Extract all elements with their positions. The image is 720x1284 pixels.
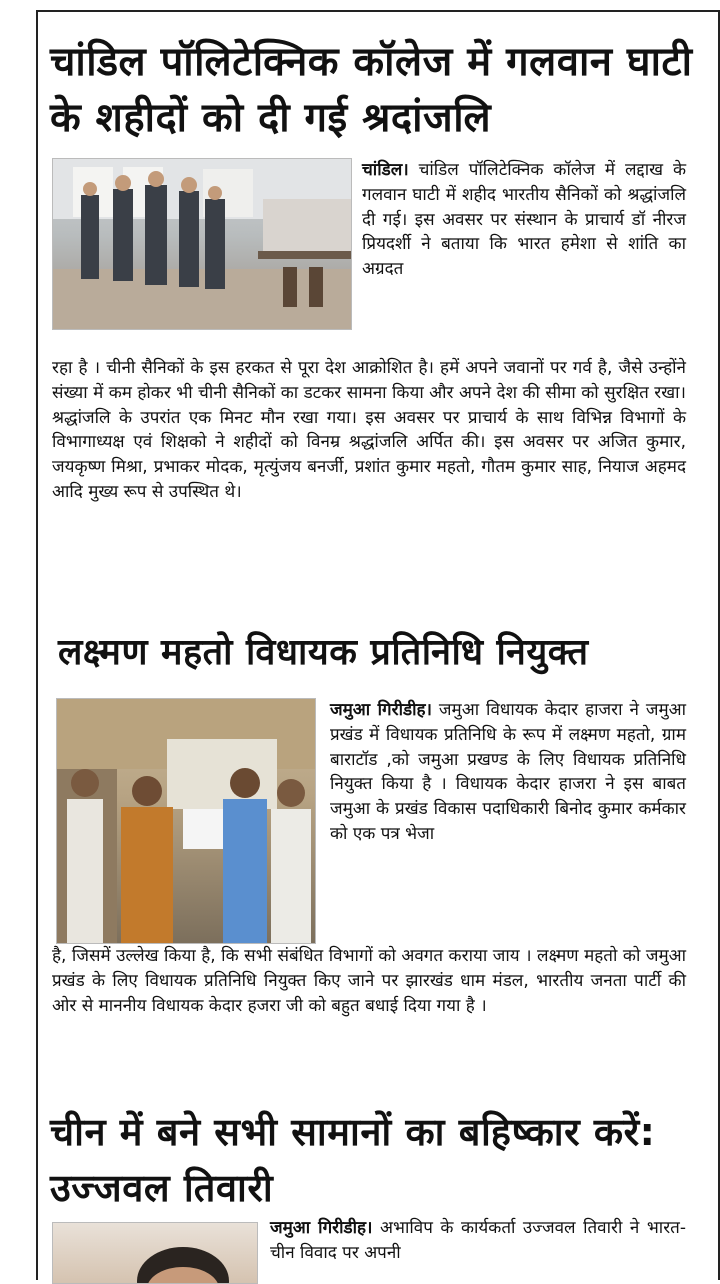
article3-body-top: अभाविप के कार्यकर्ता उज्जवल तिवारी ने भारत-चीन विवाद पर अपनी — [270, 1218, 686, 1263]
article3-body-intro — [270, 1216, 686, 1266]
article2-headline: लक्ष्मण महतो विधायक प्रतिनिधि नियुक्त — [58, 632, 589, 673]
article2-body-intro — [330, 698, 686, 847]
article1-photo — [52, 158, 352, 330]
article2-body-bottom: है, जिसमें उल्लेख किया है, कि सभी संबंधित विभागों को अवगत कराया जाय । लक्ष्मण महतो को जमुआ प्रखंड के लिए विधायक प्रतिनिधि नियुक्त किए जाने पर झारखंड धाम मंडल, भारतीय जनता पार्टी की ओर से माननीय विधायक केदार हजरा जी को बहुत बधाई दिया गया है । — [52, 946, 686, 1016]
article1-body-bottom: रहा है । चीनी सैनिकों के इस हरकत से पूरा देश आक्रोशित है। हमें अपने जवानों पर गर्व है, जैसे उन्होंने संख्या में कम होकर भी चीनी सैनिकों का डटकर सामना किया और अपने देश की सीमा को सुरक्षित रखा।श्रद्धांजलि के उपरांत एक मिनट मौन रखा गया। इस अवसर पर प्राचार्य के साथ विभिन्न विभागों के विभागाध्यक्ष एवं शिक्षको ने शहीदों को विनम्र श्रद्धांजलि अर्पित की। इस अवसर पर अजित कुमार, जयकृष्ण मिश्रा, प्रभाकर मोदक, मृत्युंजय बनर्जी, प्रशांत कुमार महतो, गौतम कुमार साह, नियाज अहमद आदि मुख्य रूप से उपस्थित थे। — [52, 358, 686, 502]
tribute-gathering-photo — [53, 159, 351, 329]
article1-body-top: चांडिल पॉलिटेक्निक कॉलेज में लद्दाख के गलवान घाटी में शहीद भारतीय सैनिकों को श्रद्धांजलि दी गई। इस अवसर पर संस्थान के प्राचार्य डॉ नीरज प्रियदर्शी ने बताया कि भारत हमेशा से शांति का अग्रदत — [362, 160, 686, 280]
article3-dateline: जमुआ गिरीडीह। — [270, 1218, 373, 1238]
article2-body-top: जमुआ विधायक केदार हाजरा ने जमुआ प्रखंड में विधायक प्रतिनिधि के रूप में लक्ष्मण महतो, ग्राम बाराटॉड ,को जमुआ प्रखण्ड के लिए विधायक प्रतिनिधि नियुक्त किया है । विधायक केदार हाजरा ने इस बाबत जमुआ के प्रखंड विकास पदाधिकारी बिनोद कुमार कर्मकार को एक पत्र भेजा — [330, 700, 687, 844]
article3-photo — [52, 1222, 258, 1284]
article3-headline: चीन में बने सभी सामानों का बहिष्कार करें: उज्जवल तिवारी — [50, 1110, 656, 1210]
article1-dateline: चांडिल। — [362, 160, 409, 180]
appointment-letter-photo — [57, 699, 315, 943]
column-rule-left — [36, 10, 38, 1280]
article1-body-intro — [362, 158, 686, 282]
article2-photo — [56, 698, 316, 944]
article2-dateline: जमुआ गिरीडीह। — [330, 700, 432, 720]
top-rule — [36, 10, 720, 12]
article1-headline: चांडिल पॉलिटेक्निक कॉलेज में गलवान घाटी के शहीदों को दी गई श्रदांजलि — [50, 39, 693, 141]
portrait-photo — [53, 1223, 257, 1283]
